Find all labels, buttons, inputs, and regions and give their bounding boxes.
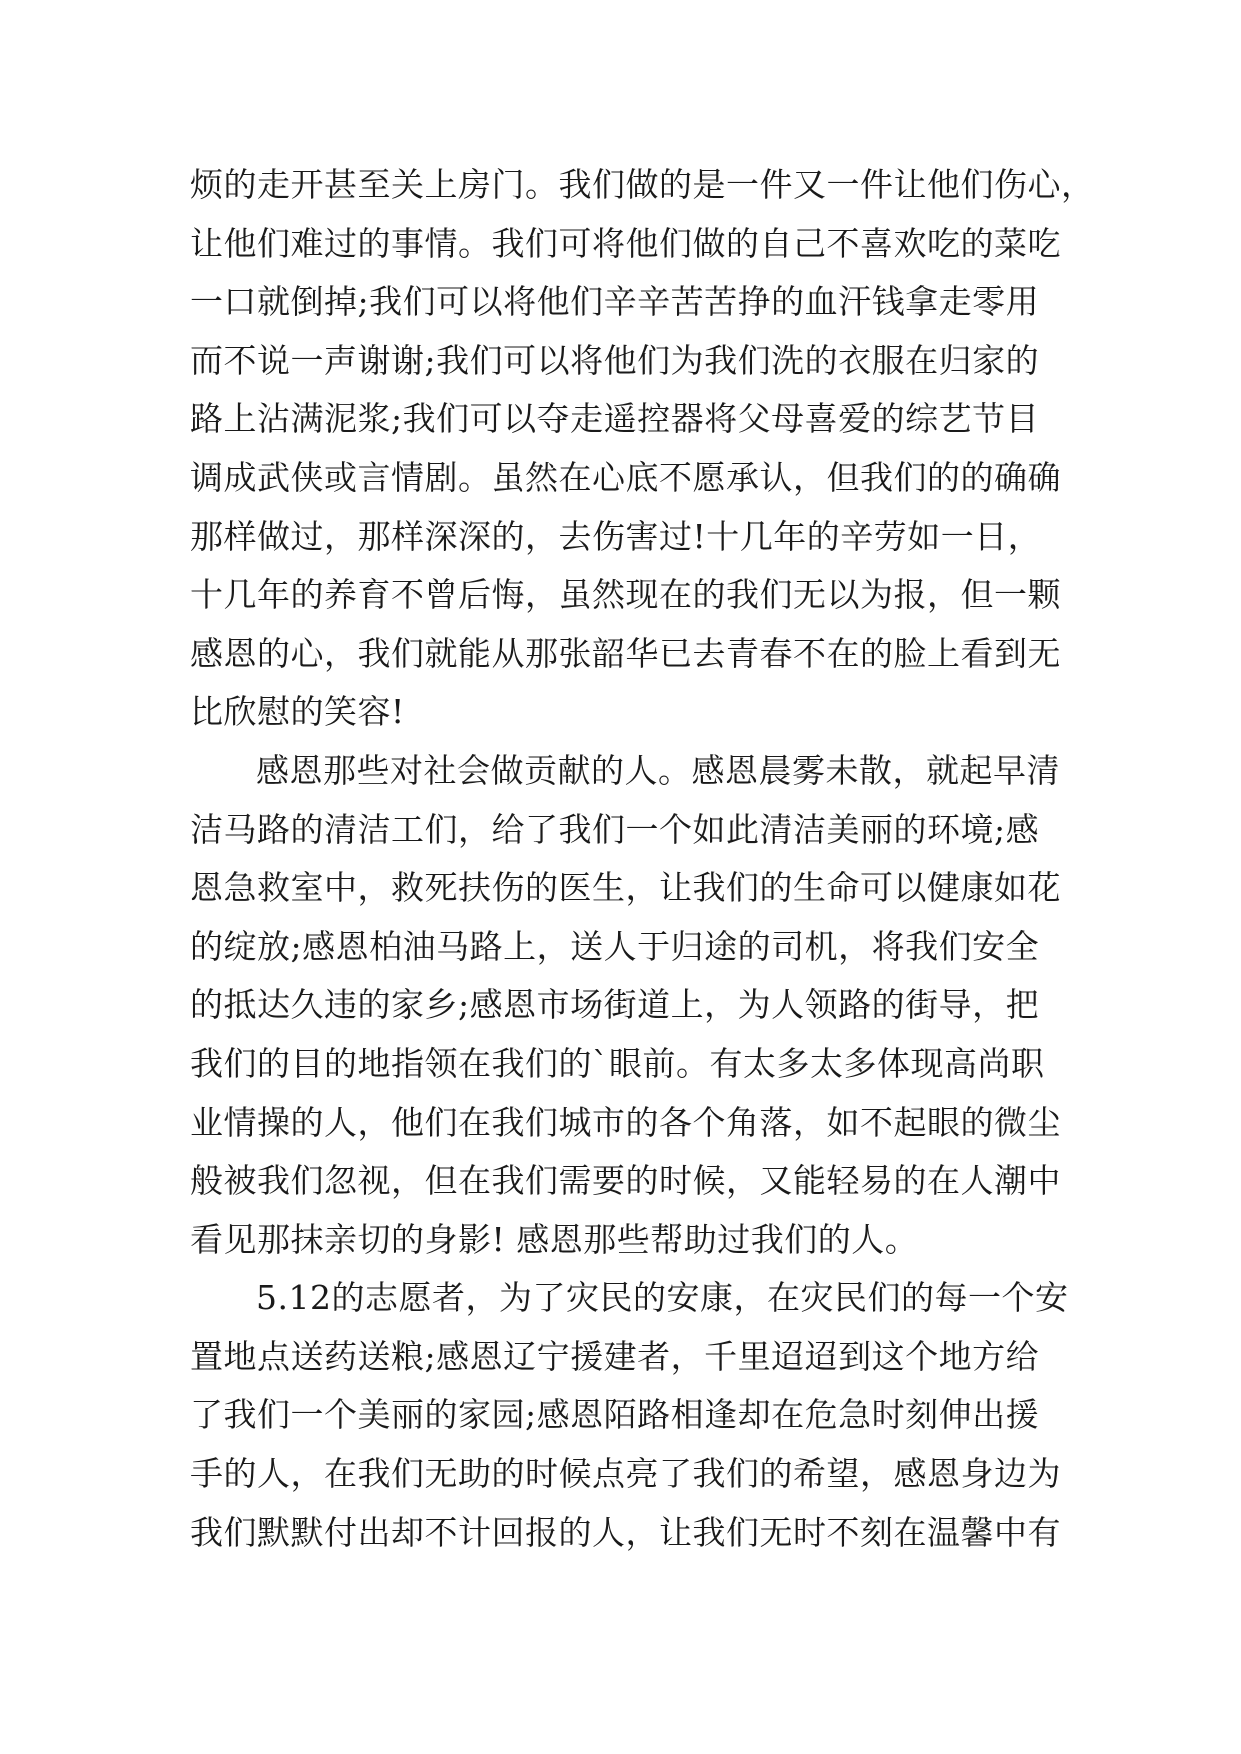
text-line: 十几年的养育不曾后悔，虽然现在的我们无以为报，但一颗 bbox=[190, 575, 1061, 615]
paragraph-first-line: 感恩那些对社会做贡献的人。感恩晨雾未散，就起早清 bbox=[256, 750, 1060, 790]
text-line: 比欣慰的笑容! bbox=[190, 692, 405, 732]
paragraph-first-line: 5.12的志愿者，为了灾民的安康，在灾民们的每一个安 bbox=[256, 1278, 1069, 1318]
text-line: 我们的目的地指领在我们的`眼前。有太多太多体现高尚职 bbox=[190, 1043, 1045, 1083]
text-line: 业情操的人，他们在我们城市的各个角落，如不起眼的微尘 bbox=[190, 1102, 1061, 1142]
text-line: 我们默默付出却不计回报的人，让我们无时不刻在温馨中有 bbox=[190, 1512, 1061, 1552]
text-line: 调成武侠或言情剧。虽然在心底不愿承认，但我们的的确确 bbox=[190, 457, 1061, 497]
text-line: 让他们难过的事情。我们可将他们做的自己不喜欢吃的菜吃 bbox=[190, 223, 1061, 263]
text-line: 感恩的心，我们就能从那张韶华已去青春不在的脸上看到无 bbox=[190, 633, 1061, 673]
text-line: 而不说一声谢谢;我们可以将他们为我们洗的衣服在归家的 bbox=[190, 340, 1040, 380]
text-line: 洁马路的清洁工们，给了我们一个如此清洁美丽的环境;感 bbox=[190, 809, 1040, 849]
text-line: 的抵达久违的家乡;感恩市场街道上，为人领路的街导，把 bbox=[190, 985, 1040, 1025]
text-line: 路上沾满泥浆;我们可以夺走遥控器将父母喜爱的综艺节目 bbox=[190, 399, 1040, 439]
text-line: 看见那抹亲切的身影! 感恩那些帮助过我们的人。 bbox=[190, 1219, 919, 1259]
text-line: 了我们一个美丽的家园;感恩陌路相逢却在危急时刻伸出援 bbox=[190, 1395, 1040, 1435]
text-line: 恩急救室中，救死扶伤的医生，让我们的生命可以健康如花 bbox=[190, 868, 1061, 908]
text-line: 般被我们忽视，但在我们需要的时候，又能轻易的在人潮中 bbox=[190, 1161, 1061, 1201]
text-line: 那样做过，那样深深的，去伤害过!十几年的辛劳如一日， bbox=[190, 516, 1042, 556]
text-line: 烦的走开甚至关上房门。我们做的是一件又一件让他们伤心， bbox=[190, 165, 1095, 204]
text-line: 置地点送药送粮;感恩辽宁援建者，千里迢迢到这个地方给 bbox=[190, 1336, 1040, 1376]
body-text bbox=[190, 156, 1095, 1562]
text-line: 一口就倒掉;我们可以将他们辛辛苦苦挣的血汗钱拿走零用 bbox=[190, 282, 1040, 322]
text-line: 手的人，在我们无助的时候点亮了我们的希望，感恩身边为 bbox=[190, 1454, 1061, 1494]
text-line: 的绽放;感恩柏油马路上，送人于归途的司机，将我们安全 bbox=[190, 926, 1040, 966]
